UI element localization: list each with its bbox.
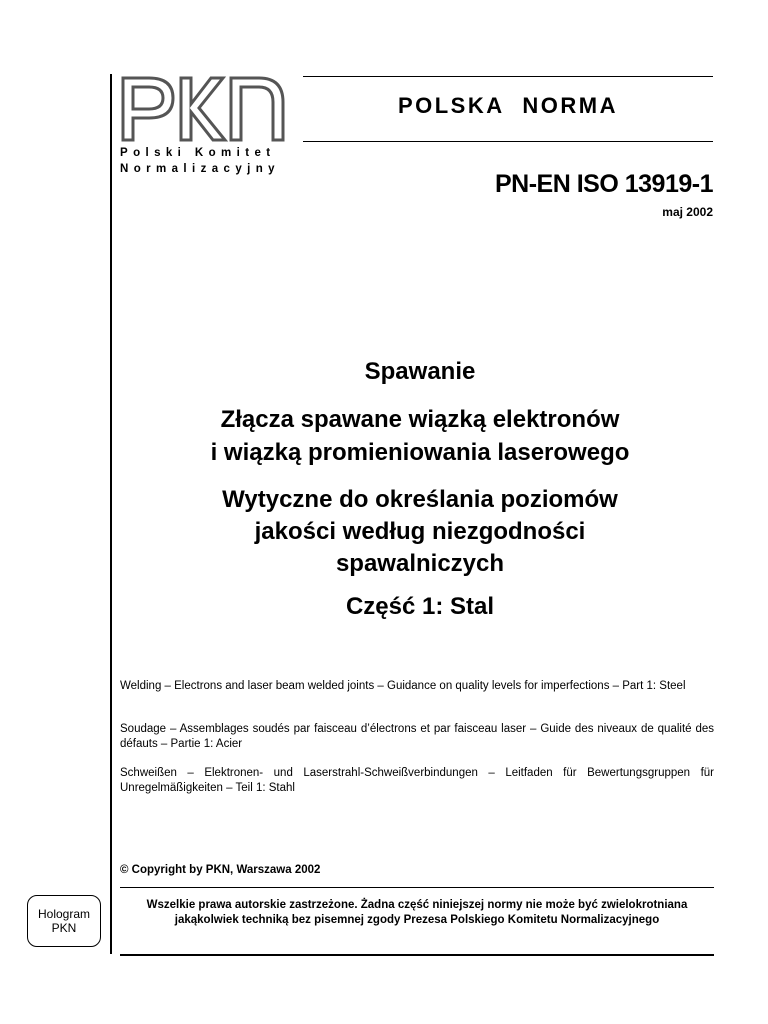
main-title [120,403,720,469]
footer-bottom-rule [120,954,714,956]
hologram-box [27,895,101,947]
copyright-notice: © Copyright by PKN, Warszawa 2002 [120,864,321,876]
guide-title-line3: spawalniczych [335,550,505,577]
hologram-label-line2: PKN [51,921,77,935]
main-title-line1: Złącza spawane wiązką elektronów [220,406,620,433]
org-name-line1: Polski Komitet [120,147,276,159]
header-bottom-rule [303,141,713,142]
guide-title-line1: Wytyczne do określania poziomów [222,486,618,513]
guide-title [120,484,720,580]
main-title-line2: i wiązką promieniowania laserowego [210,439,630,466]
publication-date: maj 2002 [662,205,713,219]
hologram-label-line1: Hologram [37,907,91,921]
footer-top-rule [120,887,714,888]
left-margin-rule [110,74,112,954]
german-title: Schweißen – Elektronen- und Laserstrahl-Schweißverbindungen – Leitfaden für Bewertungsgruppen für Unregelmäßigkeiten – Teil 1: Stahl [120,767,714,794]
header-top-rule [303,76,713,77]
part-title: Część 1: Stal [345,593,495,620]
subject-title: Spawanie [364,358,476,385]
document-type: POLSKA NORMA [397,93,619,118]
french-title: Soudage – Assemblages soudés par faisceau d’électrons et par faisceau laser – Guide des niveaux de qualité des défauts – Partie 1: Acier [120,723,714,750]
rights-notice: Wszelkie prawa autorskie zastrzeżone. Żadna część niniejszej normy nie może być zwielokrotniana jakąkolwiek techniką bez pisemnej zgody Prezesa Polskiego Komitetu Normalizacyjnego [146,899,688,926]
pkn-logo [119,76,287,142]
guide-title-line2: jakości według niezgodności [254,518,586,545]
org-name-line2: Normalizacyjny [120,163,280,175]
standard-number: PN-EN ISO 13919-1 [495,170,713,198]
english-title: Welding – Electrons and laser beam welded joints – Guidance on quality levels for imperfections – Part 1: Steel [120,680,686,692]
